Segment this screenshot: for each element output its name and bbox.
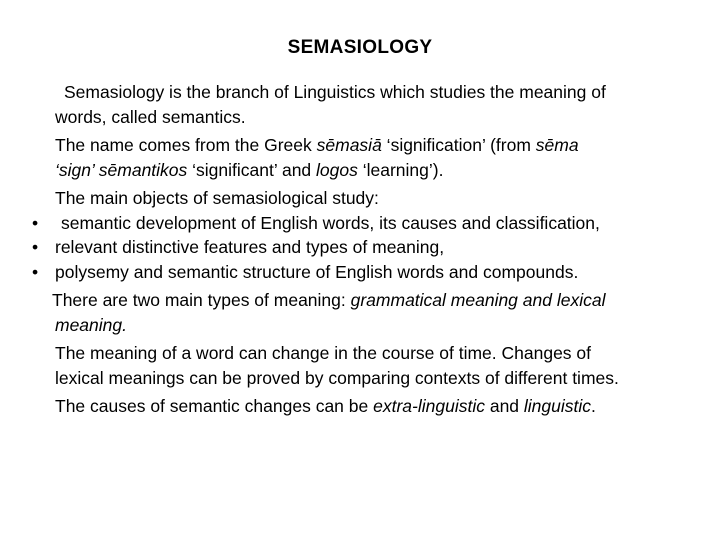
- bullet-item-3: polysemy and semantic structure of English words and compounds.: [55, 261, 579, 282]
- paragraph3-intro: The main objects of semasiological study:: [55, 188, 379, 208]
- slide-title: SEMASIOLOGY: [287, 37, 433, 58]
- paragraph1-line1: Semasiology is the branch of Linguistics which studies the meaning of: [64, 82, 606, 102]
- p2-l2-c: logos: [316, 159, 358, 180]
- p6-e: .: [591, 396, 596, 416]
- bullet-item-1: semantic development of English words, its causes and classification,: [61, 212, 600, 233]
- bullet-marker-2: •: [32, 237, 39, 257]
- p2-l2-a: ‘sign’ sēmantikos: [55, 159, 188, 180]
- p6-c: and: [484, 396, 524, 416]
- p2-l1-a: The name comes from the Greek: [55, 135, 317, 155]
- paragraph2-line2: [55, 158, 443, 183]
- paragraph4-line1: [52, 288, 605, 313]
- paragraph4-line2: [55, 313, 127, 338]
- p2-l1-d: sēma: [535, 135, 579, 155]
- p6-b: extra-linguistic: [373, 396, 485, 416]
- p4-l1-a: There are two main types of meaning:: [52, 290, 351, 310]
- paragraph6-line1: [55, 394, 596, 419]
- paragraph5-line2: lexical meanings can be proved by comparing contexts of different times.: [55, 367, 619, 388]
- p4-l1-b: grammatical meaning and lexical: [350, 290, 606, 310]
- paragraph5-line1: The meaning of a word can change in the course of time. Changes of: [55, 343, 592, 363]
- p2-l2-b: ‘significant’ and: [187, 159, 317, 180]
- p6-d: linguistic: [523, 396, 592, 416]
- bullet-item-2: relevant distinctive features and types of meaning,: [55, 237, 445, 257]
- bullet-marker-1: •: [32, 212, 39, 233]
- paragraph1-line2: words, called semantics.: [55, 106, 246, 127]
- p2-l2-d: ‘learning’).: [357, 159, 444, 180]
- p2-l1-b: sēmasiā: [316, 135, 382, 155]
- paragraph2-line1: [55, 133, 579, 158]
- p6-a: The causes of semantic changes can be: [55, 396, 374, 416]
- bullet-marker-3: •: [32, 261, 39, 282]
- p2-l1-c: ‘signification’ (from: [381, 135, 536, 155]
- p4-l2: meaning.: [55, 314, 127, 335]
